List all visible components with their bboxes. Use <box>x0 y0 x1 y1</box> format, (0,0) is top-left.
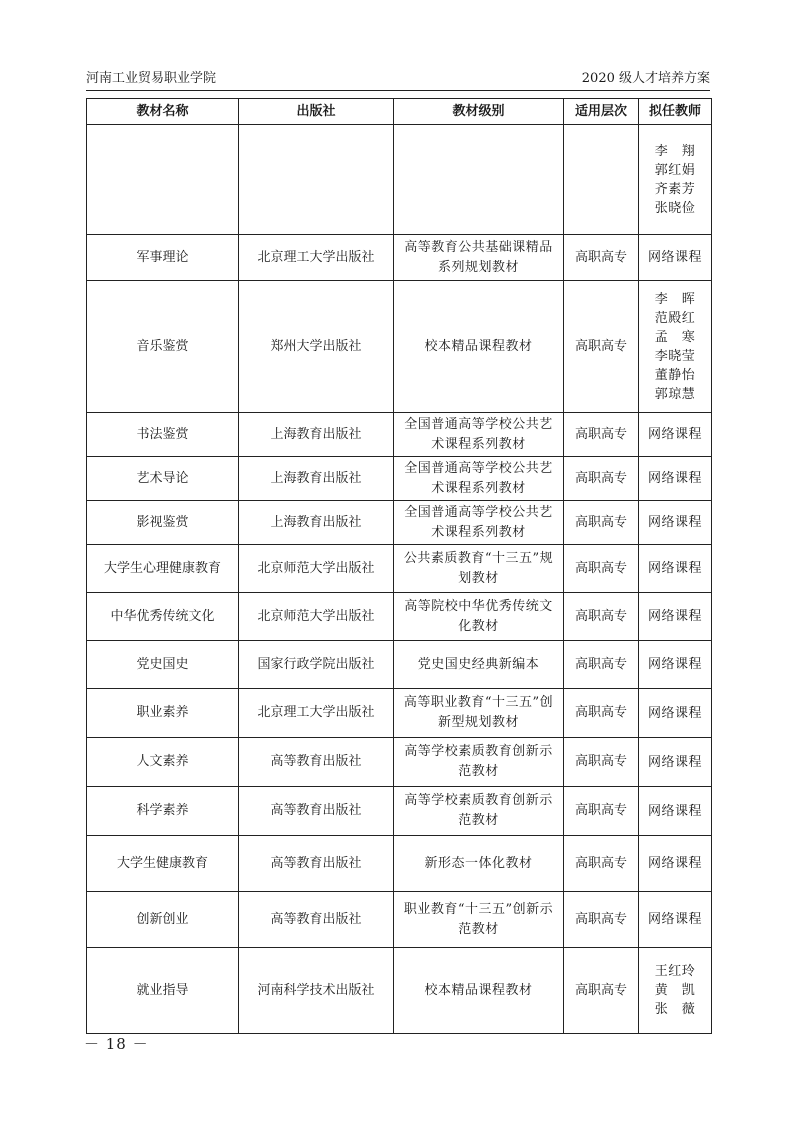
cell-teachers <box>639 235 712 281</box>
teacher-name: 李 晖 <box>654 291 696 307</box>
teacher-name: 齐素芳 <box>654 181 696 197</box>
header-divider <box>86 90 710 91</box>
cell-publisher: 国家行政学院出版社 <box>239 641 394 689</box>
table-row <box>87 545 712 593</box>
table-row <box>87 787 712 836</box>
teacher-name: 网络课程 <box>647 561 702 576</box>
cell-teachers <box>639 457 712 501</box>
table-row <box>87 689 712 738</box>
column-header-tier: 适用层次 <box>564 99 639 125</box>
teacher-name: 网络课程 <box>647 515 702 530</box>
teacher-name: 网络课程 <box>647 609 702 624</box>
cell-teachers <box>639 593 712 641</box>
table-row <box>87 948 712 1034</box>
table-header-row <box>87 99 712 125</box>
cell-textbook-level: 校本精品课程教材 <box>394 281 564 413</box>
teacher-name: 黄 凯 <box>654 983 696 998</box>
cell-textbook-level: 全国普通高等学校公共艺术课程系列教材 <box>394 457 564 501</box>
cell-applicable-tier: 高职高专 <box>564 948 639 1034</box>
column-header-teacher: 拟任教师 <box>639 99 712 125</box>
teacher-name: 网络课程 <box>647 912 702 927</box>
teacher-name: 董静怡 <box>654 367 696 383</box>
table-row <box>87 413 712 457</box>
cell-textbook-level: 党史国史经典新编本 <box>394 641 564 689</box>
teacher-name: 网络课程 <box>647 803 702 819</box>
cell-textbook-level: 高等职业教育“十三五”创新型规划教材 <box>394 689 564 738</box>
cell-applicable-tier: 高职高专 <box>564 545 639 593</box>
cell-textbook-name: 职业素养 <box>87 689 239 738</box>
document-title: 2020 级人才培养方案 <box>581 71 710 86</box>
cell-publisher: 上海教育出版社 <box>239 457 394 501</box>
cell-teachers <box>639 836 712 892</box>
cell-textbook-name: 大学生心理健康教育 <box>87 545 239 593</box>
table-row <box>87 836 712 892</box>
teacher-name: 王红玲 <box>654 964 696 979</box>
cell-textbook-level: 新形态一体化教材 <box>394 836 564 892</box>
cell-textbook-name <box>87 125 239 235</box>
teacher-name: 张晓俭 <box>654 200 696 216</box>
teacher-name: 网络课程 <box>647 657 702 672</box>
cell-applicable-tier: 高职高专 <box>564 413 639 457</box>
cell-publisher: 北京理工大学出版社 <box>239 235 394 281</box>
teacher-name: 网络课程 <box>647 705 702 721</box>
cell-applicable-tier: 高职高专 <box>564 501 639 545</box>
column-header-name: 教材名称 <box>87 99 239 125</box>
cell-textbook-level: 公共素质教育“十三五”规划教材 <box>394 545 564 593</box>
cell-publisher: 北京师范大学出版社 <box>239 545 394 593</box>
cell-textbook-name: 人文素养 <box>87 738 239 787</box>
column-header-publisher: 出版社 <box>239 99 394 125</box>
cell-textbook-name: 党史国史 <box>87 641 239 689</box>
teacher-name: 网络课程 <box>647 427 702 442</box>
teacher-name: 网络课程 <box>647 754 702 770</box>
teacher-name: 网络课程 <box>647 856 702 871</box>
cell-applicable-tier: 高职高专 <box>564 281 639 413</box>
cell-textbook-level: 职业教育“十三五”创新示范教材 <box>394 892 564 948</box>
cell-publisher: 上海教育出版社 <box>239 501 394 545</box>
teacher-name: 孟 寒 <box>654 329 696 345</box>
cell-textbook-level: 全国普通高等学校公共艺术课程系列教材 <box>394 413 564 457</box>
teacher-name: 范殿红 <box>654 310 696 326</box>
cell-applicable-tier: 高职高专 <box>564 235 639 281</box>
cell-publisher: 高等教育出版社 <box>239 738 394 787</box>
cell-teachers <box>639 281 712 413</box>
cell-textbook-level: 校本精品课程教材 <box>394 948 564 1034</box>
cell-textbook-level: 高等教育公共基础课精品系列规划教材 <box>394 235 564 281</box>
cell-applicable-tier: 高职高专 <box>564 593 639 641</box>
table-row <box>87 892 712 948</box>
teacher-name: 网络课程 <box>647 250 702 265</box>
cell-applicable-tier: 高职高专 <box>564 641 639 689</box>
cell-publisher: 河南科学技术出版社 <box>239 948 394 1034</box>
cell-teachers <box>639 413 712 457</box>
table-body <box>87 125 712 1034</box>
cell-applicable-tier: 高职高专 <box>564 787 639 836</box>
cell-textbook-name: 艺术导论 <box>87 457 239 501</box>
table-row <box>87 125 712 235</box>
cell-publisher: 上海教育出版社 <box>239 413 394 457</box>
cell-teachers <box>639 125 712 235</box>
textbook-table <box>86 98 712 1034</box>
teacher-name: 李晓莹 <box>654 348 696 364</box>
cell-textbook-name: 就业指导 <box>87 948 239 1034</box>
cell-publisher: 高等教育出版社 <box>239 836 394 892</box>
table-row <box>87 501 712 545</box>
cell-textbook-level: 高等学校素质教育创新示范教材 <box>394 738 564 787</box>
cell-applicable-tier: 高职高专 <box>564 836 639 892</box>
cell-textbook-name: 创新创业 <box>87 892 239 948</box>
teacher-name: 网络课程 <box>647 471 702 486</box>
column-header-level: 教材级别 <box>394 99 564 125</box>
cell-teachers <box>639 501 712 545</box>
cell-textbook-name: 影视鉴赏 <box>87 501 239 545</box>
cell-textbook-name: 大学生健康教育 <box>87 836 239 892</box>
cell-teachers <box>639 948 712 1034</box>
cell-textbook-name: 音乐鉴赏 <box>87 281 239 413</box>
cell-textbook-level <box>394 125 564 235</box>
cell-textbook-name: 科学素养 <box>87 787 239 836</box>
cell-textbook-name: 中华优秀传统文化 <box>87 593 239 641</box>
teacher-name: 郭琼慧 <box>654 386 696 402</box>
cell-teachers <box>639 641 712 689</box>
cell-applicable-tier: 高职高专 <box>564 689 639 738</box>
cell-teachers <box>639 892 712 948</box>
cell-applicable-tier: 高职高专 <box>564 457 639 501</box>
cell-publisher: 高等教育出版社 <box>239 787 394 836</box>
cell-publisher: 郑州大学出版社 <box>239 281 394 413</box>
cell-publisher: 北京理工大学出版社 <box>239 689 394 738</box>
cell-textbook-name: 军事理论 <box>87 235 239 281</box>
table-row <box>87 281 712 413</box>
table-row <box>87 457 712 501</box>
table-row <box>87 235 712 281</box>
page-number: － 18 － <box>84 1035 149 1053</box>
table-row <box>87 738 712 787</box>
table-row <box>87 641 712 689</box>
teacher-name: 李 翔 <box>654 143 696 159</box>
cell-publisher: 北京师范大学出版社 <box>239 593 394 641</box>
cell-teachers <box>639 738 712 787</box>
cell-applicable-tier <box>564 125 639 235</box>
teacher-name: 张 薇 <box>654 1002 696 1017</box>
cell-textbook-level: 高等院校中华优秀传统文化教材 <box>394 593 564 641</box>
page-header <box>86 68 710 92</box>
cell-publisher <box>239 125 394 235</box>
cell-teachers <box>639 689 712 738</box>
teacher-name: 郭红娟 <box>654 162 696 178</box>
cell-applicable-tier: 高职高专 <box>564 738 639 787</box>
cell-teachers <box>639 787 712 836</box>
cell-textbook-level: 全国普通高等学校公共艺术课程系列教材 <box>394 501 564 545</box>
cell-applicable-tier: 高职高专 <box>564 892 639 948</box>
institution-name: 河南工业贸易职业学院 <box>86 71 217 86</box>
cell-publisher: 高等教育出版社 <box>239 892 394 948</box>
cell-textbook-level: 高等学校素质教育创新示范教材 <box>394 787 564 836</box>
cell-textbook-name: 书法鉴赏 <box>87 413 239 457</box>
table-row <box>87 593 712 641</box>
cell-teachers <box>639 545 712 593</box>
